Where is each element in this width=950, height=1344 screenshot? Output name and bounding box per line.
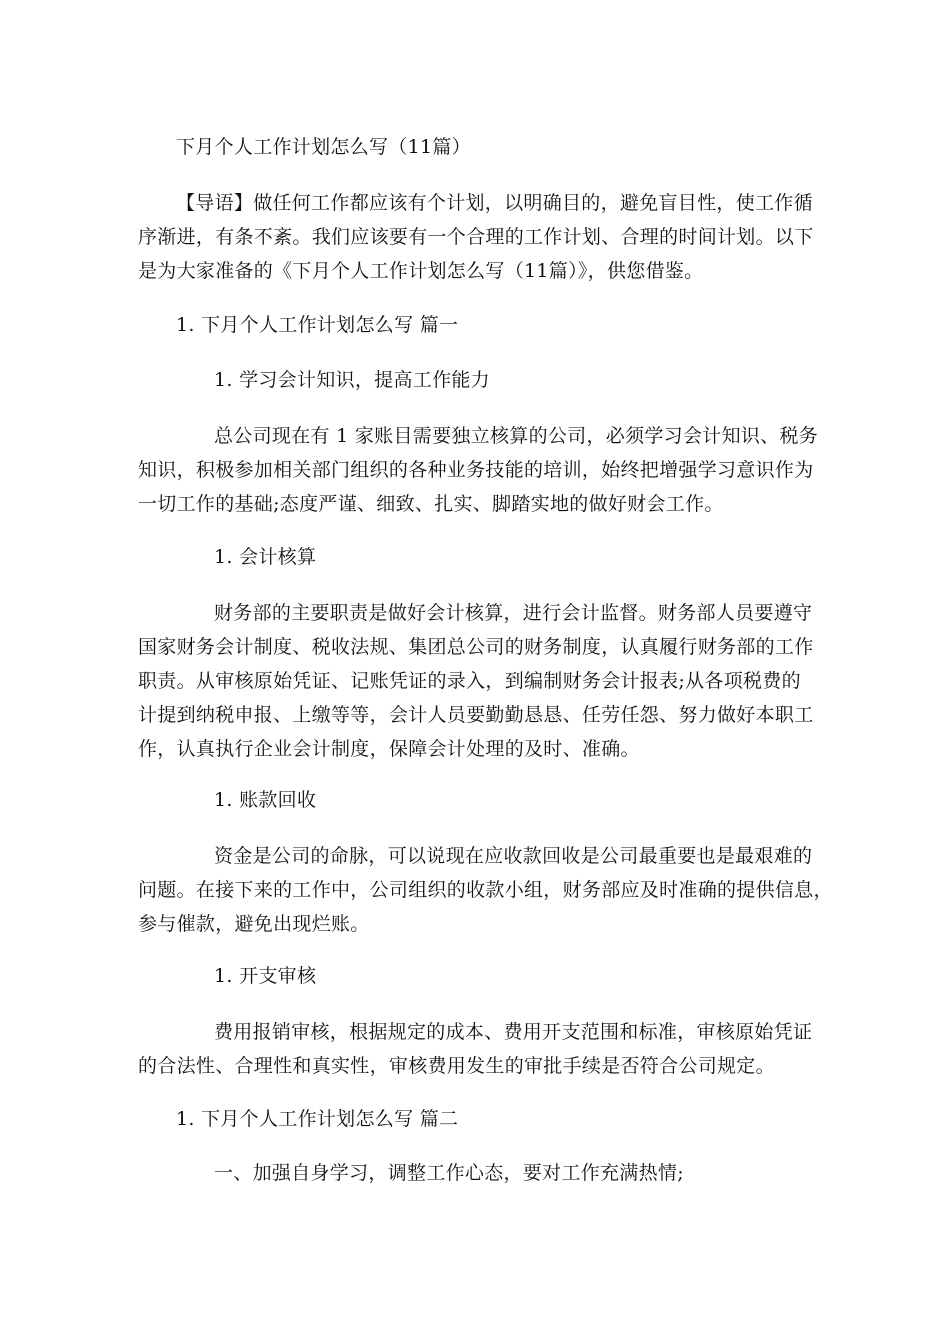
item-heading-study: 1. 学习会计知识，提高工作能力 <box>214 369 490 391</box>
item-heading-expense: 1. 开支审核 <box>214 965 317 987</box>
body-line: 资金是公司的命脉，可以说现在应收款回收是公司最重要也是最艰难的 <box>214 845 813 867</box>
body-line: 一切工作的基础;态度严谨、细致、扎实、脚踏实地的做好财会工作。 <box>138 493 724 515</box>
body-line: 总公司现在有 1 家账目需要独立核算的公司，必须学习会计知识、税务 <box>214 425 819 447</box>
intro-line: 序渐进，有条不紊。我们应该要有一个合理的工作计划、合理的时间计划。以下 <box>138 226 814 248</box>
body-line: 职责。从审核原始凭证、记账凭证的录入，到编制财务会计报表;从各项税费的 <box>138 670 801 692</box>
intro-line: 【导语】做任何工作都应该有个计划，以明确目的，避免盲目性，使工作循 <box>176 192 813 214</box>
item-body-expense-cont <box>138 1049 775 1083</box>
body-line: 国家财务会计制度、税收法规、集团总公司的财务制度，认真履行财务部的工作 <box>138 636 814 658</box>
item-heading-receivables: 1. 账款回收 <box>214 789 317 811</box>
intro-paragraph <box>176 186 813 220</box>
body-line: 作，认真执行企业会计制度，保障会计处理的及时、准确。 <box>138 738 640 760</box>
body-line: 问题。在接下来的工作中，公司组织的收款小组，财务部应及时准确的提供信息， <box>138 879 833 901</box>
item-body-accounting-cont <box>138 630 814 766</box>
body-line: 的合法性、合理性和真实性，审核费用发生的审批手续是否符合公司规定。 <box>138 1055 775 1077</box>
body-line: 计提到纳税申报、上缴等等，会计人员要勤勤恳恳、任劳任怨、努力做好本职工 <box>138 704 814 726</box>
section-heading-1: 1. 下月个人工作计划怎么写 篇一 <box>176 314 459 336</box>
item-body-expense <box>214 1015 812 1049</box>
section2-item-1: 一、加强自身学习，调整工作心态，要对工作充满热情; <box>214 1162 684 1184</box>
item-body-study-cont <box>138 453 814 521</box>
item-body-receivables-cont <box>138 873 833 941</box>
item-body-accounting <box>214 596 812 630</box>
item-body-receivables <box>214 839 812 873</box>
body-line: 财务部的主要职责是做好会计核算，进行会计监督。财务部人员要遵守 <box>214 602 813 624</box>
section-heading-2: 1. 下月个人工作计划怎么写 篇二 <box>176 1108 459 1130</box>
item-body-study <box>214 419 818 453</box>
body-line: 参与催款，避免出现烂账。 <box>138 913 370 935</box>
body-line: 知识，积极参加相关部门组织的各种业务技能的培训，始终把增强学习意识作为 <box>138 459 814 481</box>
body-line: 费用报销审核，根据规定的成本、费用开支范围和标准，审核原始凭证 <box>214 1021 813 1043</box>
intro-paragraph-cont <box>138 220 814 288</box>
item-heading-accounting: 1. 会计核算 <box>214 546 317 568</box>
intro-line: 是为大家准备的《下月个人工作计划怎么写（11篇）》，供您借鉴。 <box>138 260 704 282</box>
document-title: 下月个人工作计划怎么写（11篇） <box>176 136 471 158</box>
